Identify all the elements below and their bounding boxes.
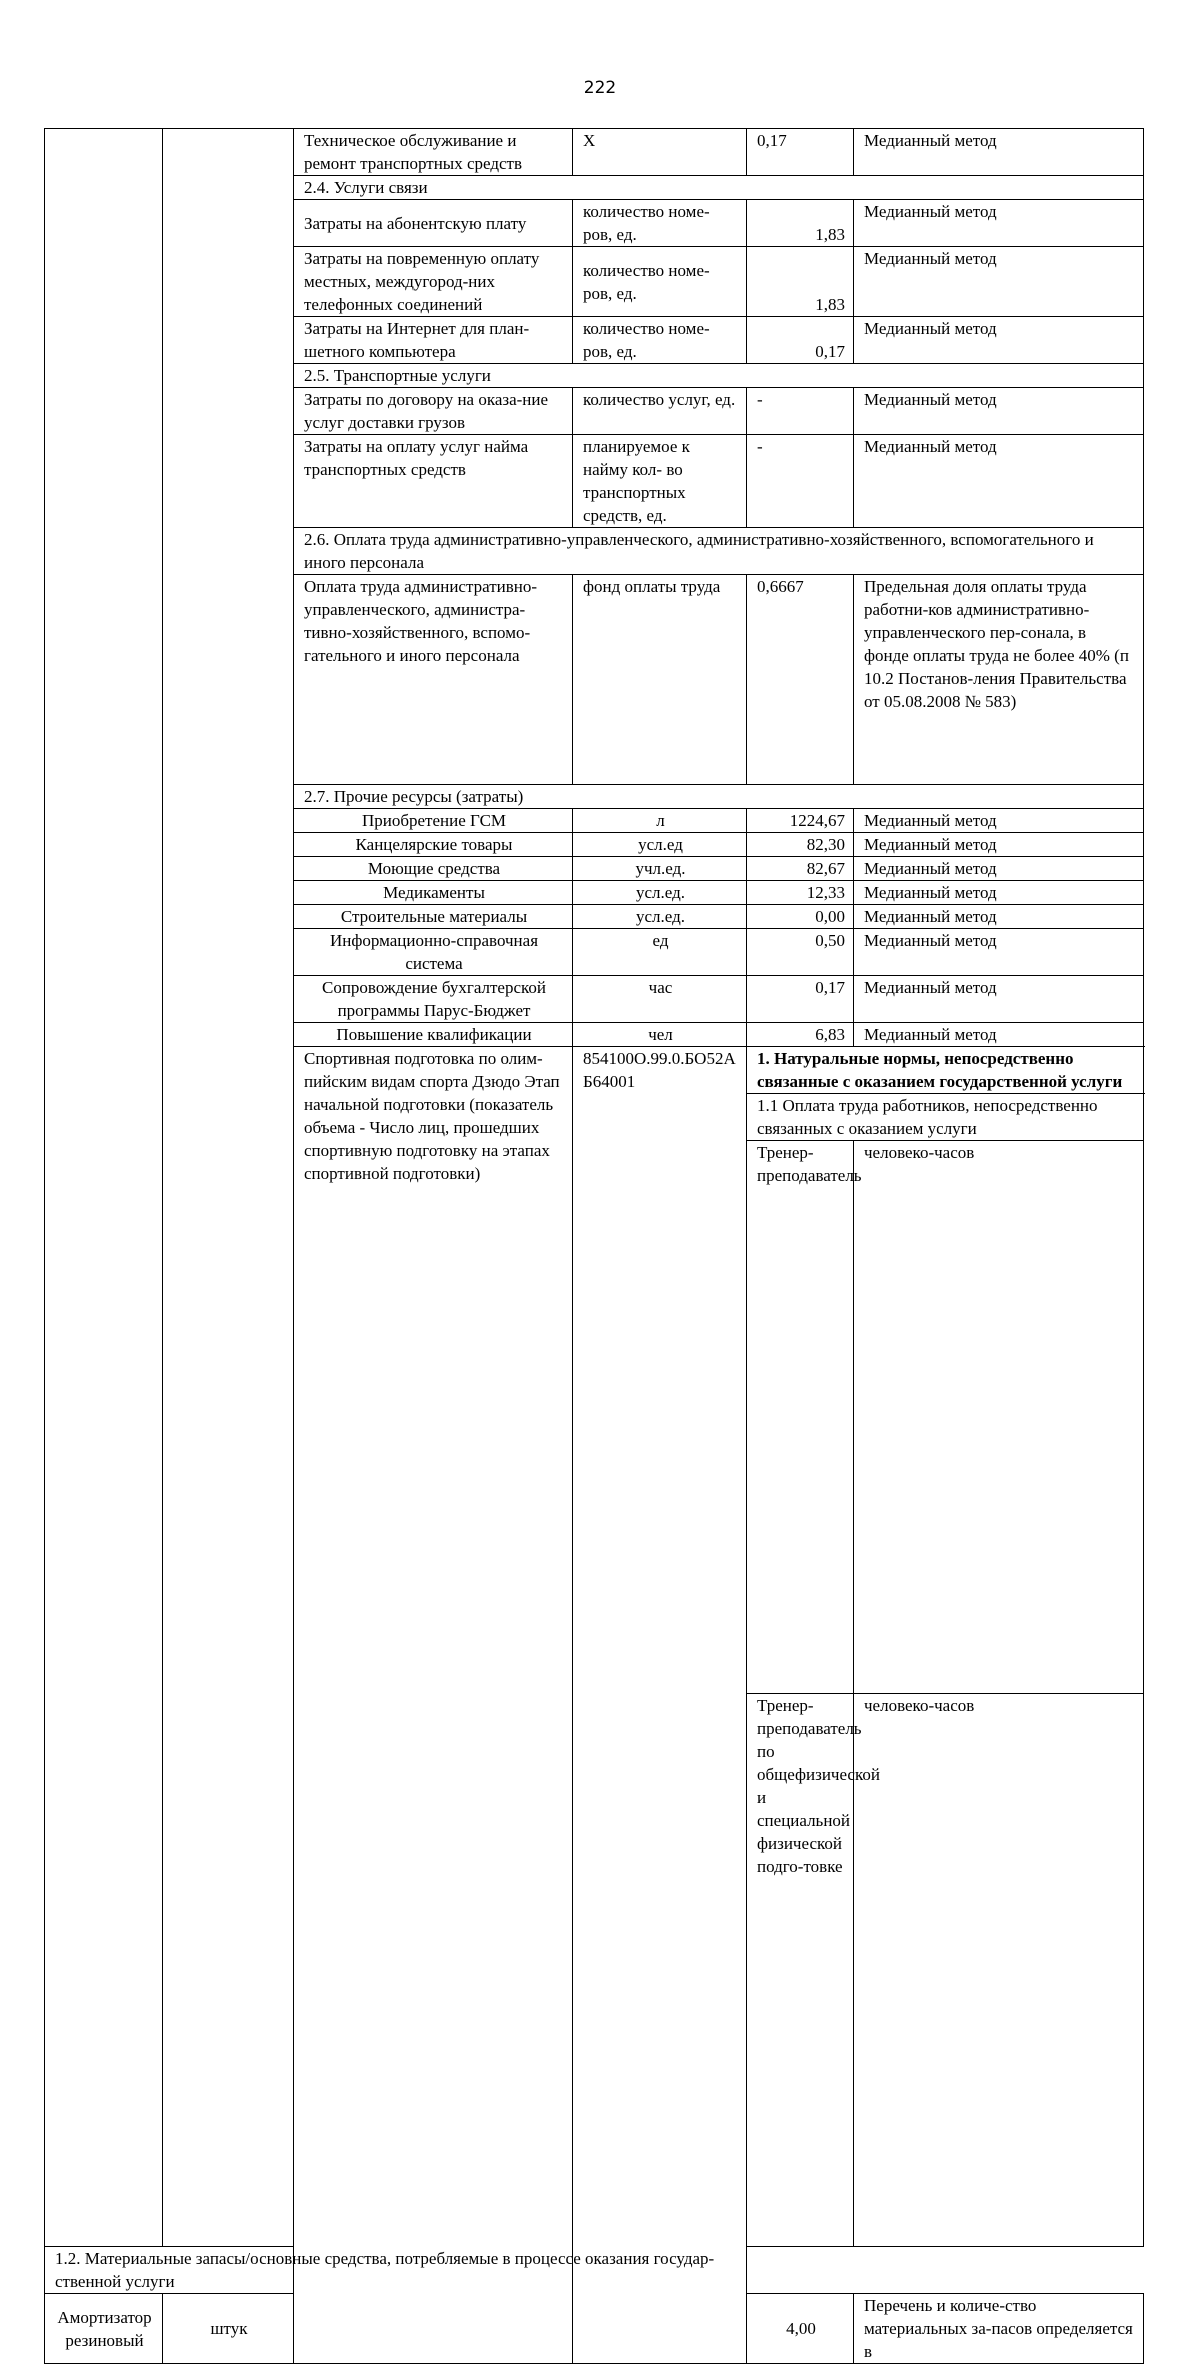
cost-value: -	[747, 388, 854, 435]
cost-name: Затраты по договору на оказа-ние услуг доставки грузов	[294, 388, 573, 435]
cost-value: 1224,67	[747, 809, 854, 833]
cost-method: Медианный метод	[854, 200, 1144, 247]
cost-unit: количество номе-ров, ед.	[573, 247, 747, 317]
section-heading: 2.7. Прочие ресурсы (затраты)	[294, 785, 1144, 809]
cost-unit: ед	[573, 929, 747, 976]
section-row	[45, 2247, 1144, 2294]
service-code-cell: 854100О.99.0.БО52АБ64001	[573, 1047, 747, 2364]
cost-unit: человеко-часов	[854, 1694, 1144, 2247]
cost-value: 0,17	[747, 976, 854, 1023]
cost-method: Перечень и количе-ство материальных за-пасов определяется в	[854, 2294, 1144, 2364]
cost-value: 82,30	[747, 833, 854, 857]
cost-value: 82,67	[747, 857, 854, 881]
section-heading: 2.6. Оплата труда административно-управленческого, административно-хозяйственного, вспомогательного и иного персонала	[294, 528, 1144, 575]
cost-value: 0,50	[747, 929, 854, 976]
cost-unit: усл.ед.	[573, 905, 747, 929]
cost-name: Тренер-преподаватель по общефизической и специальной физической подго-товке	[747, 1694, 854, 2247]
cost-name: Тренер-преподаватель	[747, 1141, 854, 1694]
section-heading: 2.5. Транспортные услуги	[294, 364, 1144, 388]
cost-method: Медианный метод	[854, 976, 1144, 1023]
cost-method: Медианный метод	[854, 929, 1144, 976]
cost-method: Медианный метод	[854, 435, 1144, 528]
section-heading: 2.4. Услуги связи	[294, 176, 1144, 200]
service-name-cell-empty	[45, 129, 163, 2247]
page-number: 222	[583, 78, 617, 98]
cost-method: Медианный метод	[854, 129, 1144, 176]
section-heading: 1.2. Материальные запасы/основные средства, потребляемые в процессе оказания государ-ственной услуги	[45, 2247, 747, 2294]
table-row	[45, 129, 1144, 176]
cost-unit: количество номе-ров, ед.	[573, 317, 747, 364]
cost-unit: штук	[163, 2294, 294, 2364]
cost-name: Строительные материалы	[294, 905, 573, 929]
cost-value: 0,00	[747, 905, 854, 929]
cost-name: Информационно-справочная система	[294, 929, 573, 976]
cost-unit: час	[573, 976, 747, 1023]
cost-method: Медианный метод	[854, 809, 1144, 833]
cost-name: Моющие средства	[294, 857, 573, 881]
norms-table	[44, 128, 1144, 2364]
cost-method: Медианный метод	[854, 1023, 1144, 1047]
cost-value: 6,83	[747, 1023, 854, 1047]
cost-method: Медианный метод	[854, 833, 1144, 857]
cost-method: Медианный метод	[854, 881, 1144, 905]
cost-unit: усл.ед.	[573, 881, 747, 905]
cost-unit: усл.ед	[573, 833, 747, 857]
cost-unit: количество услуг, ед.	[573, 388, 747, 435]
cost-method: Предельная доля оплаты труда работни-ков административно-управленческого пер-сонала, в фонде оплаты труда не более 40% (п 10.2 Постанов-ления Правительства от 05.08.2008 № 583)	[854, 575, 1144, 785]
cost-unit: чел	[573, 1023, 747, 1047]
cost-value: 0,6667	[747, 575, 854, 785]
cost-name: Сопровождение бухгалтерской программы Парус-Бюджет	[294, 976, 573, 1023]
cost-value: 12,33	[747, 881, 854, 905]
cost-name: Канцелярские товары	[294, 833, 573, 857]
cost-name: Амортизатор резиновый	[45, 2294, 163, 2364]
cost-name: Затраты на повременную оплату местных, междугород-них телефонных соединений	[294, 247, 573, 317]
cost-unit: Х	[573, 129, 747, 176]
cost-method: Медианный метод	[854, 388, 1144, 435]
cost-method: Медианный метод	[854, 247, 1144, 317]
cost-unit: человеко-часов	[854, 1141, 1144, 1694]
cost-name: Оплата труда административно-управленческого, администра-тивно-хозяйственного, вспомо-гательного и иного персонала	[294, 575, 573, 785]
cost-name: Повышение квалификации	[294, 1023, 573, 1047]
cost-value: -	[747, 435, 854, 528]
service-name-cell: Спортивная подготовка по олим-пийским видам спорта Дзюдо Этап начальной подготовки (показатель объема - Число лиц, прошедших спортивную подготовку на этапах спортивной подготовки)	[294, 1047, 573, 2364]
cost-unit: планируемое к найму кол- во транспортных средств, ед.	[573, 435, 747, 528]
cost-value: 1,83	[747, 247, 854, 317]
cost-unit: л	[573, 809, 747, 833]
section-heading-bold: 1. Натуральные нормы, непосредственно связанные с оказанием государственной услуги	[747, 1047, 1144, 1094]
cost-method: Медианный метод	[854, 317, 1144, 364]
cost-name: Приобретение ГСМ	[294, 809, 573, 833]
cost-name: Техническое обслуживание и ремонт транспортных средств	[294, 129, 573, 176]
cost-unit: фонд оплаты труда	[573, 575, 747, 785]
cost-value: 1,83	[747, 200, 854, 247]
cost-value: 0,17	[747, 317, 854, 364]
cost-name: Медикаменты	[294, 881, 573, 905]
cost-value: 4,00	[747, 2294, 854, 2364]
cost-method: Медианный метод	[854, 857, 1144, 881]
service-code-cell-empty	[163, 129, 294, 2247]
cost-name: Затраты на абонентскую плату	[294, 200, 573, 247]
cost-name: Затраты на оплату услуг найма транспортных средств	[294, 435, 573, 528]
section-heading: 1.1 Оплата труда работников, непосредственно связанных с оказанием услуги	[747, 1094, 1144, 1141]
cost-name: Затраты на Интернет для план-шетного компьютера	[294, 317, 573, 364]
cost-value: 0,17	[747, 129, 854, 176]
cost-unit: количество номе-ров, ед.	[573, 200, 747, 247]
cost-method: Медианный метод	[854, 905, 1144, 929]
cost-unit: учл.ед.	[573, 857, 747, 881]
